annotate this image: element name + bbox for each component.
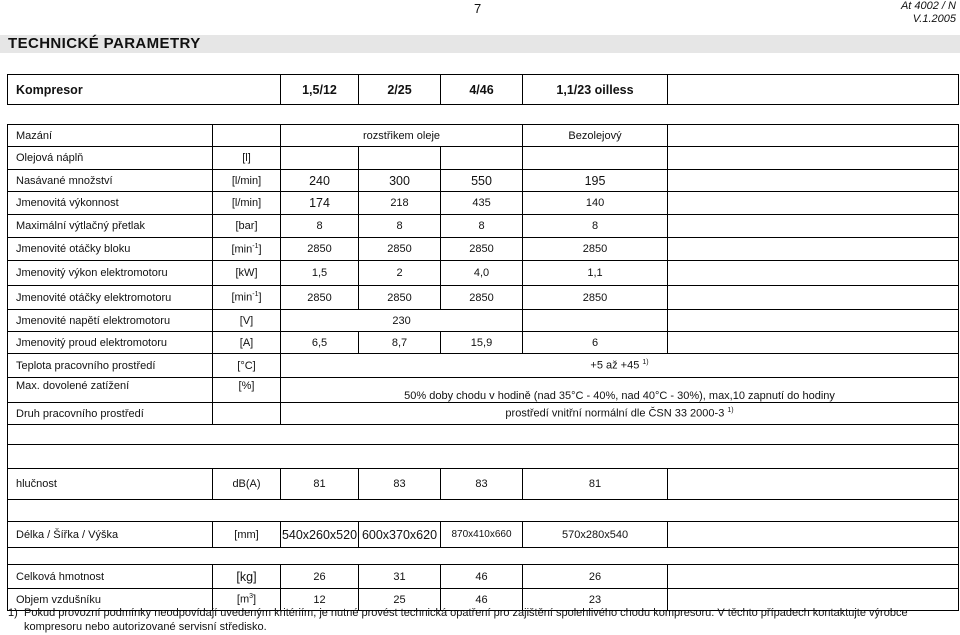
footnote-number: 1) bbox=[8, 607, 18, 619]
row-label: Nasávané množství bbox=[8, 170, 213, 192]
environment-value: prostředí vnitřní normální dle ČSN 33 2000-3 $^{1)}$ bbox=[281, 403, 959, 425]
row-unit: [V] bbox=[213, 310, 281, 332]
table-row bbox=[8, 522, 959, 548]
row-label: Maximální výtlačný přetlak bbox=[8, 215, 213, 238]
row-unit: $[\min^{-1}]$ bbox=[213, 238, 281, 261]
row-label: Objem vzdušníku bbox=[8, 589, 213, 611]
cell-value: 2850 bbox=[359, 238, 441, 261]
cell-value: 12 bbox=[281, 589, 359, 611]
page-title: TECHNICKÉ PARAMETRY bbox=[8, 35, 201, 52]
cell-value: 1,1 bbox=[523, 261, 668, 286]
cell-value: 140 bbox=[523, 192, 668, 215]
cell-value: 240 bbox=[281, 170, 359, 192]
header-label: Kompresor bbox=[8, 75, 281, 105]
lubrication-oilless: Bezolejový bbox=[523, 125, 668, 147]
row-unit: [l/min] bbox=[213, 170, 281, 192]
cell-value: 83 bbox=[441, 469, 523, 500]
cell-value: 25 bbox=[359, 589, 441, 611]
cell-value: 435 bbox=[441, 192, 523, 215]
cell-value: 195 bbox=[523, 170, 668, 192]
row-label: Jmenovité napětí elektromotoru bbox=[8, 310, 213, 332]
row-unit: [l/min] bbox=[213, 192, 281, 215]
cell-value: 4,0 bbox=[441, 261, 523, 286]
cell-value: 46 bbox=[441, 589, 523, 611]
row-label: Mazání bbox=[8, 125, 213, 147]
document-code-line1: At 4002 / N bbox=[900, 0, 956, 12]
cell-value: 81 bbox=[523, 469, 668, 500]
row-label: Jmenovité otáčky bloku bbox=[8, 238, 213, 261]
page-number: 7 bbox=[474, 1, 482, 16]
parameters-table bbox=[7, 124, 959, 611]
cell-value: 2850 bbox=[523, 238, 668, 261]
row-label: Druh pracovního prostředí bbox=[8, 403, 213, 425]
cell-value: 8 bbox=[359, 215, 441, 238]
table-row bbox=[8, 170, 959, 192]
model-1: 1,5/12 bbox=[281, 75, 359, 105]
row-label: Max. dovolené zatížení bbox=[8, 378, 213, 403]
cell-value: 2850 bbox=[281, 238, 359, 261]
row-unit: $[m^3]$ bbox=[213, 589, 281, 611]
row-label: Jmenovitá výkonnost bbox=[8, 192, 213, 215]
cell-value: 218 bbox=[359, 192, 441, 215]
table-row bbox=[8, 215, 959, 238]
table-row bbox=[8, 445, 959, 469]
row-unit: [kW] bbox=[213, 261, 281, 286]
cell-value: 870x410x660 bbox=[441, 522, 523, 548]
cell-value: 540x260x520 bbox=[281, 522, 359, 548]
row-label: Olejová náplň bbox=[8, 147, 213, 170]
cell-value: 2850 bbox=[359, 286, 441, 310]
row-label: Délka / Šířka / Výška bbox=[8, 522, 213, 548]
document-code-line2: V.1.2005 bbox=[912, 13, 956, 25]
table-row bbox=[8, 310, 959, 332]
document-code bbox=[901, 0, 956, 26]
row-label: Jmenovitý proud elektromotoru bbox=[8, 332, 213, 354]
table-row bbox=[8, 500, 959, 522]
cell-value: 15,9 bbox=[441, 332, 523, 354]
row-unit: [mm] bbox=[213, 522, 281, 548]
model-2: 2/25 bbox=[359, 75, 441, 105]
cell-value: 23 bbox=[523, 589, 668, 611]
cell-value: 83 bbox=[359, 469, 441, 500]
table-row bbox=[8, 261, 959, 286]
cell-value: 26 bbox=[281, 565, 359, 589]
table-row bbox=[8, 403, 959, 425]
row-unit: [bar] bbox=[213, 215, 281, 238]
table-row bbox=[8, 238, 959, 261]
cell-value: 174 bbox=[281, 192, 359, 215]
row-unit: [l] bbox=[213, 147, 281, 170]
row-label: Jmenovité otáčky elektromotoru bbox=[8, 286, 213, 310]
cell-value: 8 bbox=[441, 215, 523, 238]
cell-value: 26 bbox=[523, 565, 668, 589]
model-3: 4/46 bbox=[441, 75, 523, 105]
row-label: hlučnost bbox=[8, 469, 213, 500]
cell-value: 570x280x540 bbox=[523, 522, 668, 548]
model-4: 1,1/23 oilless bbox=[523, 75, 668, 105]
cell-value: 2 bbox=[359, 261, 441, 286]
row-label: Jmenovitý výkon elektromotoru bbox=[8, 261, 213, 286]
voltage-value: 230 bbox=[281, 310, 523, 332]
table-row bbox=[8, 147, 959, 170]
cell-value: 2850 bbox=[523, 286, 668, 310]
table-row bbox=[8, 192, 959, 215]
cell-value: 46 bbox=[441, 565, 523, 589]
row-label: Teplota pracovního prostředí bbox=[8, 354, 213, 378]
table-row bbox=[8, 469, 959, 500]
load-value: 50% doby chodu v hodině (nad 35°C - 40%, nad 40°C - 30%), max,10 zapnutí do hodiny bbox=[281, 378, 959, 403]
cell-value: 8,7 bbox=[359, 332, 441, 354]
table-row bbox=[8, 332, 959, 354]
row-label: Celková hmotnost bbox=[8, 565, 213, 589]
cell-value: 6 bbox=[523, 332, 668, 354]
header-row bbox=[8, 75, 959, 105]
cell-value: 31 bbox=[359, 565, 441, 589]
table-row bbox=[8, 354, 959, 378]
cell-value: 81 bbox=[281, 469, 359, 500]
table-row bbox=[8, 425, 959, 445]
cell-value: 2850 bbox=[441, 238, 523, 261]
row-unit: $[\min^{-1}]$ bbox=[213, 286, 281, 310]
row-unit: [%] bbox=[213, 378, 281, 403]
table-row bbox=[8, 125, 959, 147]
cell-value: 1,5 bbox=[281, 261, 359, 286]
cell-value: 550 bbox=[441, 170, 523, 192]
cell-value: 600x370x620 bbox=[359, 522, 441, 548]
footnote-text: Pokud provozní podmínky neodpovídají uvedeným kritériím, je nutné provést technická opatření pro zajištění spolehlivého chodu kompresoru. V těchto případech kontaktujte výrobce kompresoru nebo autorizované servisní středisko. bbox=[24, 607, 908, 633]
row-unit: [kg] bbox=[213, 565, 281, 589]
cell-value: 2850 bbox=[281, 286, 359, 310]
cell-value: 6,5 bbox=[281, 332, 359, 354]
lubrication-oil: rozstřikem oleje bbox=[281, 125, 523, 147]
cell-value: 8 bbox=[281, 215, 359, 238]
table-row bbox=[8, 286, 959, 310]
cell-value: 8 bbox=[523, 215, 668, 238]
temperature-value: +5 až +45 $^{1)}$ bbox=[281, 354, 959, 378]
compressor-header-table bbox=[7, 74, 959, 105]
cell-value: 2850 bbox=[441, 286, 523, 310]
cell-value: 300 bbox=[359, 170, 441, 192]
table-row bbox=[8, 378, 959, 403]
row-unit: [°C] bbox=[213, 354, 281, 378]
table-row bbox=[8, 548, 959, 565]
row-unit: dB(A) bbox=[213, 469, 281, 500]
row-unit: [A] bbox=[213, 332, 281, 354]
table-row bbox=[8, 565, 959, 589]
